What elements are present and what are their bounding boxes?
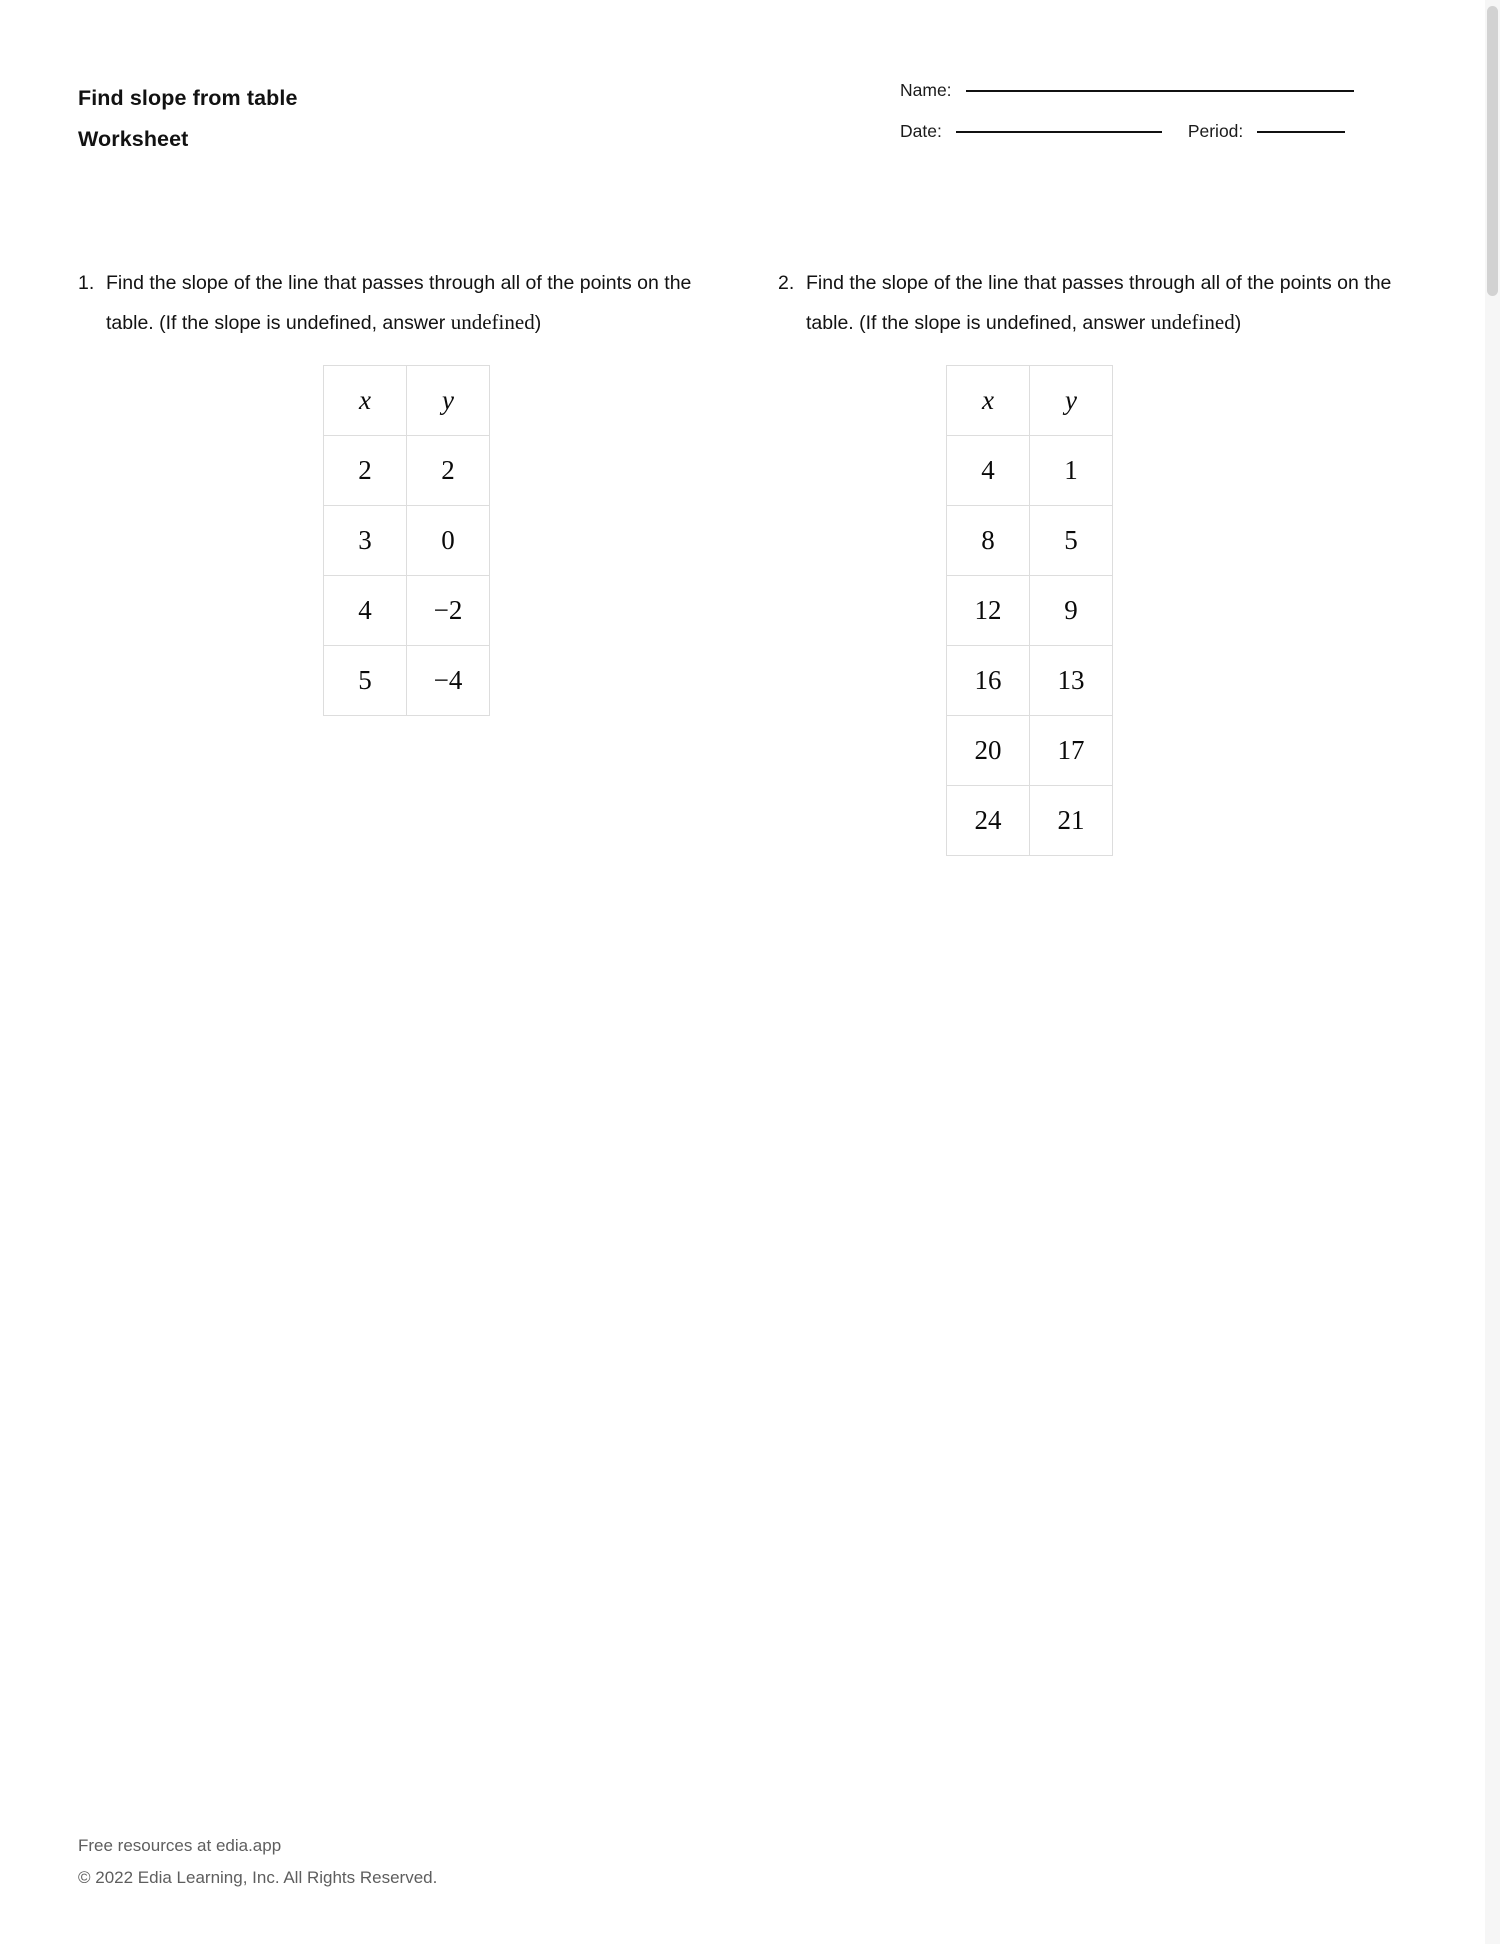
column-header-x: x [947,366,1030,436]
table-row [947,576,1113,646]
cell-y: 2 [407,436,490,506]
cell-x: 8 [947,506,1030,576]
table-header-row [947,366,1113,436]
date-label: Date: [900,121,942,141]
cell-x: 20 [947,716,1030,786]
cell-x: 4 [324,576,407,646]
table-row [324,506,490,576]
question-1-text [106,264,696,343]
question-1-table-head [324,366,490,436]
question-2-text-after: ) [1234,312,1242,334]
question-2-table-body [947,436,1113,856]
page-title [78,78,638,160]
date-period-field-row [900,121,1400,162]
worksheet-header [0,0,1485,190]
cell-y: −4 [407,646,490,716]
question-1-text-math: undefined [450,310,535,334]
question-2-text [806,264,1396,343]
question-2-text-before: Find the slope of the line that passes through all of the points on the table. (If the slope is undefined, answer [806,272,1392,334]
vertical-scrollbar-track[interactable] [1485,0,1500,1944]
question-1-header [78,264,738,343]
page-footer [78,1830,878,1894]
question-1 [78,264,738,716]
cell-x: 2 [324,436,407,506]
table-row [324,646,490,716]
period-label: Period: [1187,121,1244,141]
cell-y: 5 [1030,506,1113,576]
column-header-y: y [407,366,490,436]
name-field-row [900,80,1400,121]
question-1-text-before: Find the slope of the line that passes through all of the points on the table. (If the slope is undefined, answer [106,272,692,334]
name-input-line[interactable] [966,90,1354,92]
table-header-row [324,366,490,436]
table-row [324,436,490,506]
table-row [947,786,1113,856]
page-title-line-1: Find slope from table [78,86,298,110]
column-header-x: x [324,366,407,436]
question-1-xy-table [323,365,490,716]
question-1-table-body [324,436,490,716]
cell-x: 5 [324,646,407,716]
period-input-line[interactable] [1257,131,1345,133]
table-row [947,506,1113,576]
cell-y: 17 [1030,716,1113,786]
question-2-table-head [947,366,1113,436]
question-2 [778,264,1438,856]
cell-y: 1 [1030,436,1113,506]
table-row [947,716,1113,786]
question-2-table-wrap [778,365,1438,856]
page-title-line-2: Worksheet [78,127,189,151]
cell-x: 4 [947,436,1030,506]
question-1-text-after: ) [534,312,542,334]
cell-y: 13 [1030,646,1113,716]
cell-x: 12 [947,576,1030,646]
cell-y: 9 [1030,576,1113,646]
question-1-number: 1. [78,272,95,294]
table-row [324,576,490,646]
footer-resources-line: Free resources at edia.app [78,1836,282,1855]
cell-x: 16 [947,646,1030,716]
cell-y: 0 [407,506,490,576]
table-row [947,646,1113,716]
table-row [947,436,1113,506]
question-2-xy-table [946,365,1113,856]
question-1-table-wrap [78,365,738,716]
name-label: Name: [900,80,952,100]
footer-copyright-line: © 2022 Edia Learning, Inc. All Rights Reserved. [78,1868,438,1887]
student-info-fields [900,80,1400,162]
cell-x: 3 [324,506,407,576]
question-2-header [778,264,1438,343]
cell-y: 21 [1030,786,1113,856]
question-2-text-math: undefined [1150,310,1235,334]
vertical-scrollbar-thumb[interactable] [1487,6,1498,296]
column-header-y: y [1030,366,1113,436]
date-input-line[interactable] [956,131,1162,133]
cell-x: 24 [947,786,1030,856]
cell-y: −2 [407,576,490,646]
question-2-number: 2. [778,272,795,294]
